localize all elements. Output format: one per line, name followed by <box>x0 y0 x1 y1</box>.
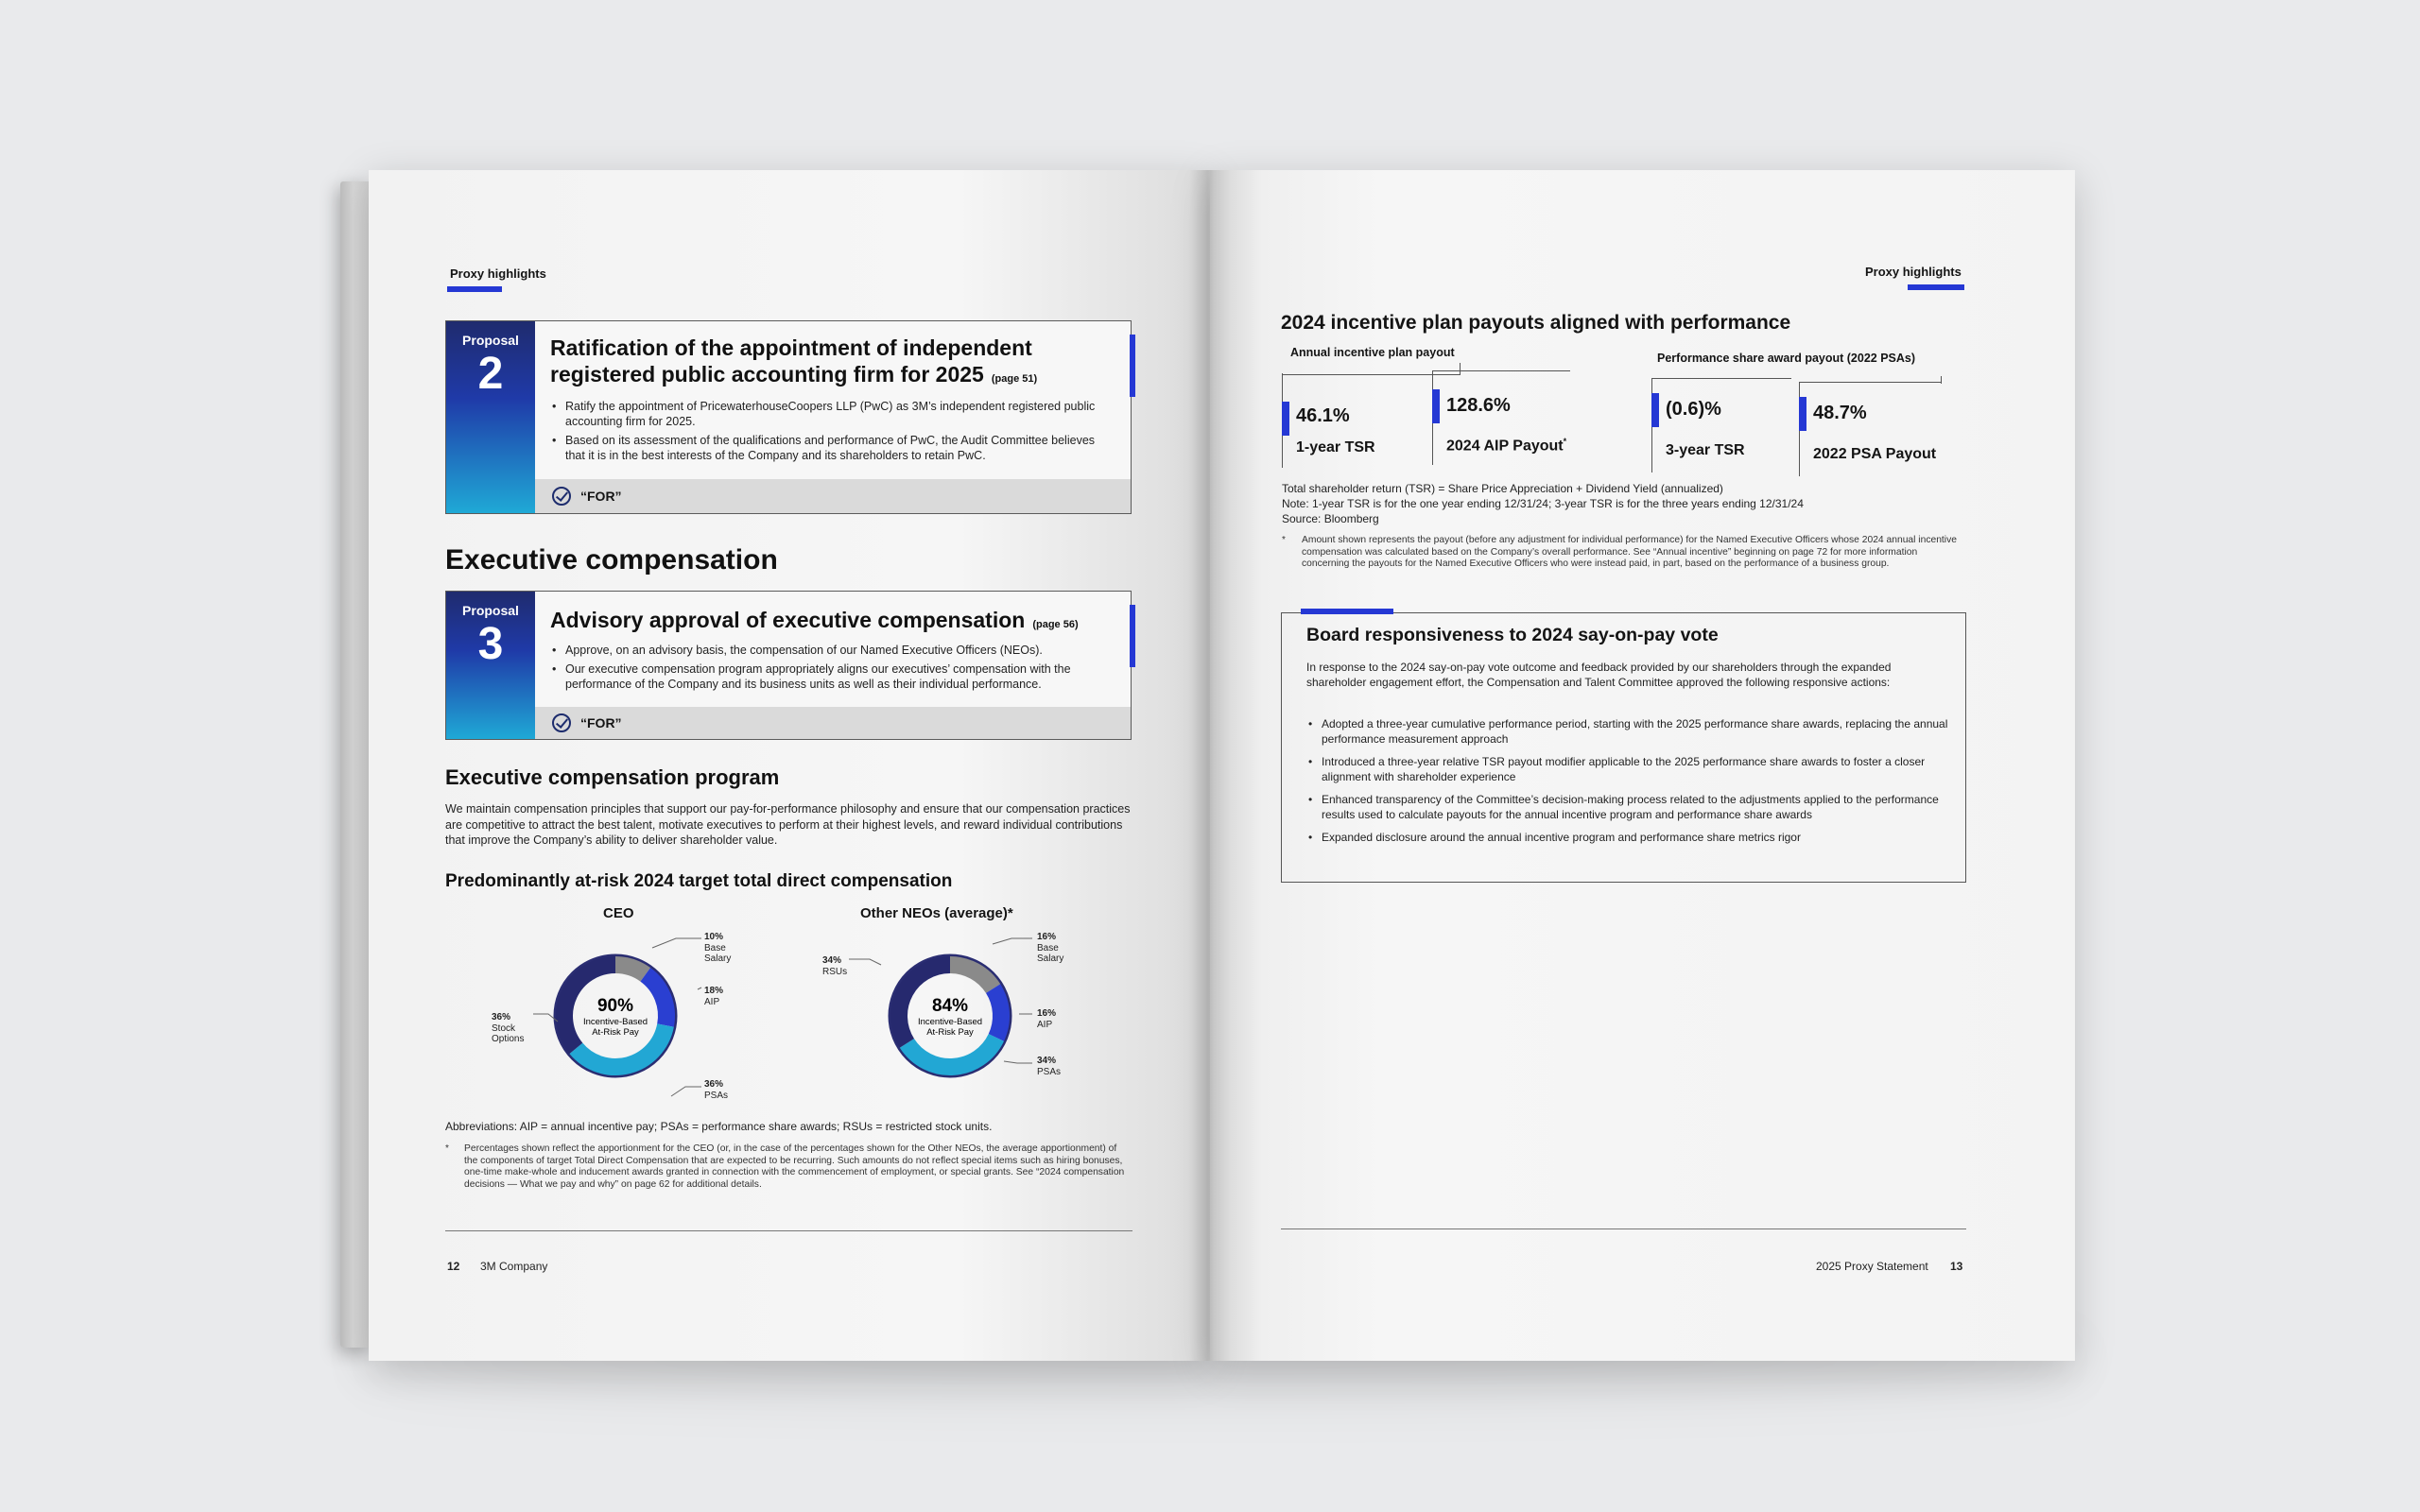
neo-base-word1: Base <box>1037 942 1059 954</box>
proposal-3-accent <box>1130 605 1135 667</box>
proposal-2-bullets <box>550 399 1114 467</box>
ceo-options-word2: Options <box>492 1034 525 1044</box>
ceo-label-stock-options <box>492 1012 524 1045</box>
proposal-3-title-text: Advisory approval of executive compensation <box>550 608 1026 632</box>
ceo-chart-title: CEO <box>603 905 634 921</box>
board-intro: In response to the 2024 say-on-pay vote outcome and feedback provided by our shareholders through the expanded shareholder engagement effort, the Compensation and Talent Committee approved the following responsive actions: <box>1306 661 1892 689</box>
proposal-3-page-ref: (page 56) <box>1032 619 1079 630</box>
metric-2-value: 128.6% <box>1446 395 1511 416</box>
right-footnote: Amount shown represents the payout (before any adjustment for individual performance) for the Named Executive Officers whose 2024 annual incentive compensation was calculated based on the Company’s overall performance. See “Annual incentive” beginning on page 72 for more information concerning the payouts for the Named Executive Officers who were instead paid, in part, based on the performance of a business group. <box>1302 535 1957 569</box>
metric-2-top-rule <box>1432 370 1570 371</box>
neo-base-word2: Salary <box>1037 954 1064 964</box>
metric-3-accent <box>1651 393 1659 427</box>
left-running-head: Proxy highlights <box>450 266 546 281</box>
tsr-note-3: Source: Bloomberg <box>1282 512 1379 525</box>
left-footnote: Percentages shown reflect the apportionment for the CEO (or, in the case of the percentages shown for the Other NEOs, the average apportionment) of the components of target Total Direct Compensation that are expected to be recurring. Such amounts do not reflect special items such as hiring bonuses, one-time make-whole and inducement awards granted in connection with the commencement of employment, or special grants. See “2024 compensation decisions — What we pay and why” on page 62 for additional details. <box>464 1143 1125 1190</box>
left-running-head-bar <box>447 286 502 292</box>
metric-group-2-label: Performance share award payout (2022 PSAs) <box>1657 352 1916 365</box>
left-footer-rule <box>445 1230 1132 1231</box>
neo-center-value: 84% <box>931 996 969 1016</box>
metric-1-year-tsr <box>1282 373 1414 468</box>
proposal-3-title <box>550 607 1079 638</box>
ceo-label-aip <box>704 986 723 1007</box>
proposal-2-title-line2: registered public accounting firm for 2025 <box>550 362 984 387</box>
proposal-3-vote-bar <box>535 707 1131 739</box>
proposal-3-number: 3 <box>477 619 504 669</box>
proposal-2-accent <box>1130 335 1135 397</box>
metric-1-label: 1-year TSR <box>1296 439 1375 455</box>
neo-rsus-word: RSUs <box>822 966 848 977</box>
metric-3-top-rule <box>1651 378 1791 379</box>
list-item: • Approve, on an advisory basis, the compensation of our Named Executive Officers (NEOs). <box>550 643 1114 658</box>
proposal-3-bullets <box>550 643 1114 696</box>
ceo-aip-pct: 18% <box>704 986 724 996</box>
proposal-3-label-block <box>446 592 535 739</box>
proposal-2-vote-bar <box>535 479 1131 513</box>
tsr-note-2: Note: 1-year TSR is for the one year ending 12/31/24; 3-year TSR is for the three years ending 12/31/24 <box>1282 497 1804 510</box>
section-title-executive-compensation: Executive compensation <box>445 544 778 576</box>
ceo-base-word2: Salary <box>704 954 732 964</box>
ceo-leader-lines <box>492 931 737 1101</box>
neo-chart-title: Other NEOs (average)* <box>860 905 1013 921</box>
metric-3-year-tsr <box>1651 378 1793 472</box>
ceo-aip-word: AIP <box>704 996 720 1007</box>
board-responsiveness-box <box>1281 612 1966 883</box>
metric-4-top-rule <box>1799 382 1941 383</box>
list-item: • Ratify the appointment of PricewaterhouseCoopers LLP (PwC) as 3M’s independent registered public accounting firm for 2025. <box>550 399 1114 429</box>
list-item: • Based on its assessment of the qualifications and performance of PwC, the Audit Committee believes that it is in the best interests of the Company and its shareholders to retain PwC. <box>550 433 1114 463</box>
right-page-number: 13 <box>1950 1260 1963 1273</box>
metric-1-accent <box>1282 402 1289 436</box>
metric-1-value: 46.1% <box>1296 405 1350 426</box>
board-accent-bar <box>1301 609 1393 614</box>
neo-center-label-1: Incentive-Based <box>917 1017 983 1027</box>
list-item: • Introduced a three-year relative TSR payout modifier applicable to the 2025 performance share awards to foster a closer alignment with shareholder experience <box>1306 755 1949 784</box>
metric-2-label-text: 2024 AIP Payout <box>1446 438 1564 455</box>
proposal-2-number: 2 <box>477 349 504 399</box>
metric-4-label: 2022 PSA Payout <box>1813 446 1937 462</box>
tsr-note-1: Total shareholder return (TSR) = Share Price Appreciation + Dividend Yield (annualized) <box>1282 482 1723 495</box>
ceo-label-base-salary <box>704 932 731 965</box>
ceo-label-psas <box>704 1079 728 1101</box>
metric-2-label-sup: * <box>1563 437 1567 446</box>
list-item: • Expanded disclosure around the annual incentive program and performance share metrics rigor <box>1306 831 1949 846</box>
proposal-2-title <box>550 335 1037 392</box>
metric-3-value: (0.6)% <box>1666 399 1721 420</box>
neo-label-base-salary <box>1037 932 1063 965</box>
metric-2024-aip-payout <box>1432 370 1574 465</box>
neo-aip-word: AIP <box>1037 1019 1053 1030</box>
proposal-3-vote: “FOR” <box>580 715 622 730</box>
ceo-options-pct: 36% <box>492 1012 511 1022</box>
board-actions-list <box>1306 717 1949 854</box>
ceo-psas-word: PSAs <box>704 1090 729 1101</box>
metric-2-label <box>1446 437 1566 455</box>
right-running-head-bar <box>1908 284 1964 290</box>
program-text: We maintain compensation principles that support our pay-for-performance philosophy and ensure that our compensation practices are competitive to attract the best talent, motivate executives to perform at their highest levels, and reward individual contributions that improve the Company’s ability to deliver shareholder value. <box>445 802 1131 847</box>
board-title: Board responsiveness to 2024 say-on-pay vote <box>1306 625 1719 645</box>
proposal-2-card <box>445 320 1132 514</box>
chart-heading: Predominantly at-risk 2024 target total direct compensation <box>445 871 953 891</box>
proposal-2-label: Proposal <box>462 333 519 348</box>
proposal-2-vote: “FOR” <box>580 489 622 504</box>
left-footnote-mark: * <box>445 1143 449 1154</box>
proposal-3-card <box>445 591 1132 740</box>
neo-psas-pct: 34% <box>1037 1056 1057 1066</box>
list-item: • Adopted a three-year cumulative performance period, starting with the 2025 performance share awards, replacing the annual performance measurement approach <box>1306 717 1949 747</box>
metric-3-label: 3-year TSR <box>1666 442 1745 458</box>
ceo-base-word1: Base <box>704 942 726 954</box>
neo-label-psas <box>1037 1056 1061 1077</box>
metric-4-accent <box>1799 397 1806 431</box>
right-footnote-mark: * <box>1282 535 1286 545</box>
neo-label-rsus <box>822 955 847 977</box>
ceo-options-word1: Stock <box>492 1022 516 1034</box>
program-title: Executive compensation program <box>445 765 780 789</box>
ceo-center-label-1: Incentive-Based <box>582 1017 648 1027</box>
metric-4-value: 48.7% <box>1813 403 1867 423</box>
proposal-3-label: Proposal <box>462 603 519 618</box>
neo-rsus-pct: 34% <box>822 955 842 966</box>
right-footer-title: 2025 Proxy Statement <box>1816 1260 1928 1273</box>
tsr-notes <box>1282 481 1962 526</box>
right-footer-rule <box>1281 1228 1966 1229</box>
ceo-center-value: 90% <box>596 996 634 1016</box>
list-item: • Our executive compensation program appropriately aligns our executives’ compensation with the performance of the Company and its business units as well as their individual performance. <box>550 662 1114 692</box>
book-page-edges <box>340 181 372 1348</box>
proposal-2-title-line1: Ratification of the appointment of independent <box>550 335 1032 360</box>
checkmark-icon <box>552 713 571 732</box>
ceo-center-label-2: At-Risk Pay <box>592 1027 639 1038</box>
neo-label-aip <box>1037 1008 1056 1030</box>
list-item: • Enhanced transparency of the Committee’s decision-making process related to the adjustments applied to the performance results used to calculate payouts for the annual incentive program and performance share awards <box>1306 793 1949 822</box>
metric-2022-psa-payout <box>1799 382 1941 476</box>
proposal-2-label-block <box>446 321 535 513</box>
ceo-psas-pct: 36% <box>704 1079 724 1090</box>
metric-2-accent <box>1432 389 1440 423</box>
neo-aip-pct: 16% <box>1037 1008 1057 1019</box>
abbreviations: Abbreviations: AIP = annual incentive pay; PSAs = performance share awards; RSUs = restricted stock units. <box>445 1120 993 1133</box>
incentive-title: 2024 incentive plan payouts aligned with performance <box>1281 312 1791 334</box>
left-page-number: 12 <box>447 1260 460 1273</box>
ceo-base-pct: 10% <box>704 932 724 942</box>
neo-center-label-2: At-Risk Pay <box>926 1027 974 1038</box>
metric-group-1-label: Annual incentive plan payout <box>1290 346 1455 359</box>
proposal-2-page-ref: (page 51) <box>991 373 1038 385</box>
checkmark-icon <box>552 487 571 506</box>
neo-base-pct: 16% <box>1037 932 1057 942</box>
neo-psas-word: PSAs <box>1037 1066 1062 1077</box>
right-running-head: Proxy highlights <box>1865 265 1962 279</box>
left-footer-company: 3M Company <box>480 1260 548 1273</box>
metric-4-tick <box>1941 376 1942 384</box>
